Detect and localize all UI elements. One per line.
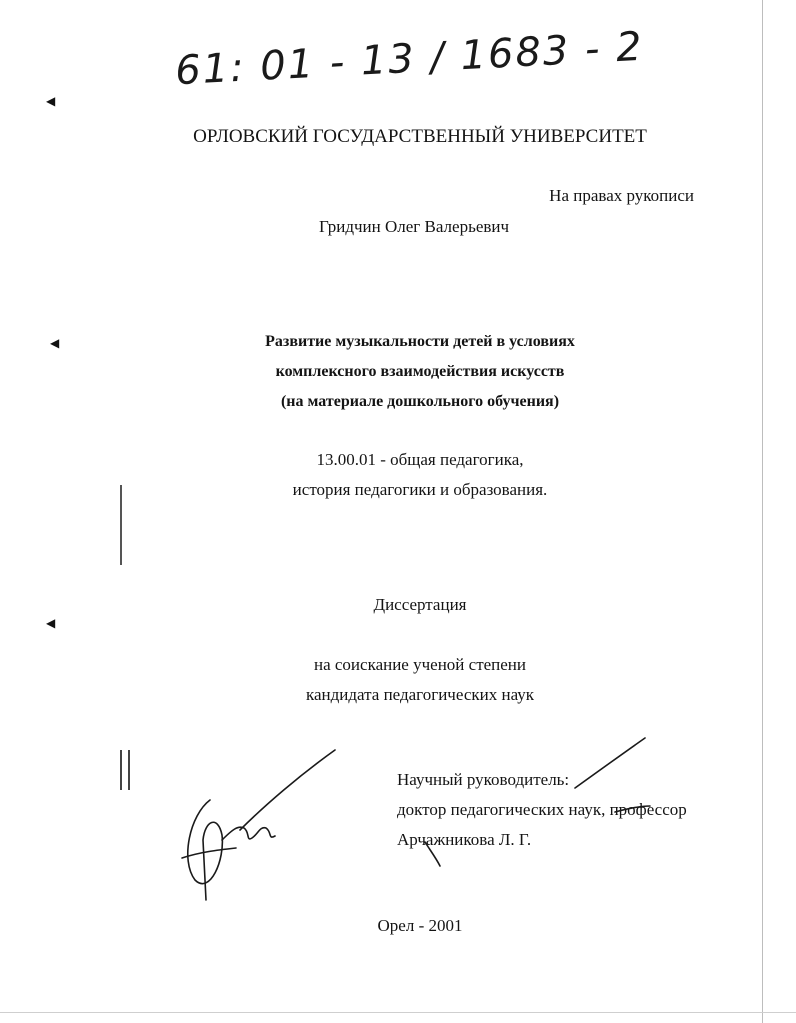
supervisor-title: доктор педагогических наук, профессор [397,800,687,819]
signature-stroke [222,827,275,840]
thesis-title-line-2: комплексного взаимодействия искусств [275,363,565,380]
rights-note: На правах рукописи [549,186,694,205]
signature-stroke [240,750,335,830]
degree-line-2: кандидата педагогических наук [305,685,535,704]
document-type: Диссертация [373,595,467,614]
margin-mark: ◀ [46,94,56,108]
specialty-line-2: история педагогики и образования. [292,480,548,499]
specialty-line-1: 13.00.01 - общая педагогика, [316,450,524,469]
supervisor-label: Научный руководитель: [397,770,570,789]
supervisor-strike-stroke [615,806,650,812]
handwritten-archive-number: 61: 01 - 13 / 1683 - 2 [174,23,645,95]
thesis-title-line-3: (на материале дошкольного обучения) [280,393,560,410]
name-correction-stroke [425,842,440,866]
city-year: Орел - 2001 [377,916,463,935]
signature-stroke [182,848,236,858]
supervisor-check-stroke [575,738,645,788]
degree-line-1: на соискание ученой степени [313,655,527,674]
thesis-title-line-1: Развитие музыкальности детей в условиях [265,333,575,350]
university-name: ОРЛОВСКИЙ ГОСУДАРСТВЕННЫЙ УНИВЕРСИТЕТ [193,126,647,147]
margin-mark: ◀ [50,336,60,350]
author-name: Гридчин Олег Валерьевич [319,217,510,236]
margin-mark: ◀ [46,616,56,630]
supervisor-name: Арчажникова Л. Г. [397,830,532,849]
